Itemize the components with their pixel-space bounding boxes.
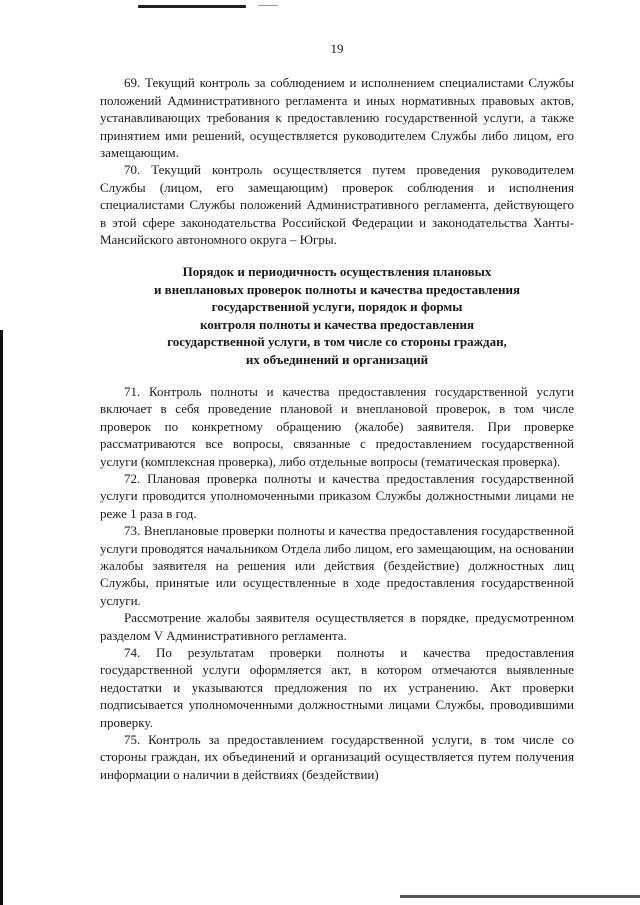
paragraph-73: 73. Внеплановые проверки полноты и качества предоставления государственной услуги проводятся начальником Отдела либо лицом, его замещающим, на основании жалобы заявителя на решения или действия (бездействие) должностных лиц Службы, принятые или осуществленные в ходе предоставления государственной услуги. xyxy=(100,523,574,608)
paragraph-69: 69. Текущий контроль за соблюдением и исполнением специалистами Службы положений Административного регламента и иных нормативных правовых актов, устанавливающих требования к предоставлению государственной услуги, а также принятием ими решений, осуществляется руководителем Службы либо лицом, его замещающим. xyxy=(100,75,574,161)
heading-line: государственной услуги, порядок и формы xyxy=(211,299,463,315)
spacer xyxy=(100,248,574,263)
heading-line: и внеплановых проверок полноты и качества предоставления xyxy=(153,281,521,297)
heading-line: их объединений и организаций xyxy=(245,351,429,367)
paragraph-73-complaint: Рассмотрение жалобы заявителя осуществляется в порядке, предусмотренном разделом V Административного регламента. xyxy=(100,610,574,643)
scan-artifact-top xyxy=(138,5,246,8)
spacer xyxy=(100,368,574,383)
scan-artifact-left-edge xyxy=(0,330,3,905)
heading-line: контроля полноты и качества предоставления xyxy=(199,316,475,332)
section-heading xyxy=(100,263,574,367)
paragraph-71: 71. Контроль полноты и качества предоставления государственной услуги включает в себя проведение плановой и внеплановой проверок, в том числе проверок по конкретному обращению (жалобе) заявителя. При проверке рассматриваются все вопросы, связанные с предоставлением государственной услуги (комплексная проверка), либо отдельные вопросы (тематическая проверка). xyxy=(100,383,574,469)
page-number: 19 xyxy=(330,41,344,56)
document-page xyxy=(100,40,574,783)
heading-line: государственной услуги, в том числе со стороны граждан, xyxy=(167,334,507,350)
scan-artifact-bottom xyxy=(400,895,640,898)
paragraph-75: 75. Контроль за предоставлением государственной услуги, в том числе со стороны граждан, их объединений и организаций осуществляется путем получения информации о наличии в действиях (бездействии) xyxy=(100,732,574,782)
heading-line: Порядок и периодичность осуществления плановых xyxy=(182,264,492,280)
paragraph-70: 70. Текущий контроль осуществляется путем проведения руководителем Службы (лицом, его замещающим) проверок соблюдения и исполнения специалистами Службы положений Административного регламента, действующего в этой сфере законодательства Российской Федерации и законодательства Ханты-Мансийского автономного округа – Югры. xyxy=(100,162,574,248)
paragraph-72: 72. Плановая проверка полноты и качества предоставления государственной услуги проводится уполномоченными приказом Службы должностными лицами не реже 1 раза в год. xyxy=(100,470,574,521)
paragraph-74: 74. По результатам проверки полноты и качества предоставления государственной услуги оформляется акт, в котором отмечаются выявленные недостатки и указываются предложения по их устранению. Акт проверки подписывается уполномоченными должностными лицами Службы, проводившими проверку. xyxy=(100,645,574,730)
scan-artifact-speck xyxy=(258,5,278,6)
